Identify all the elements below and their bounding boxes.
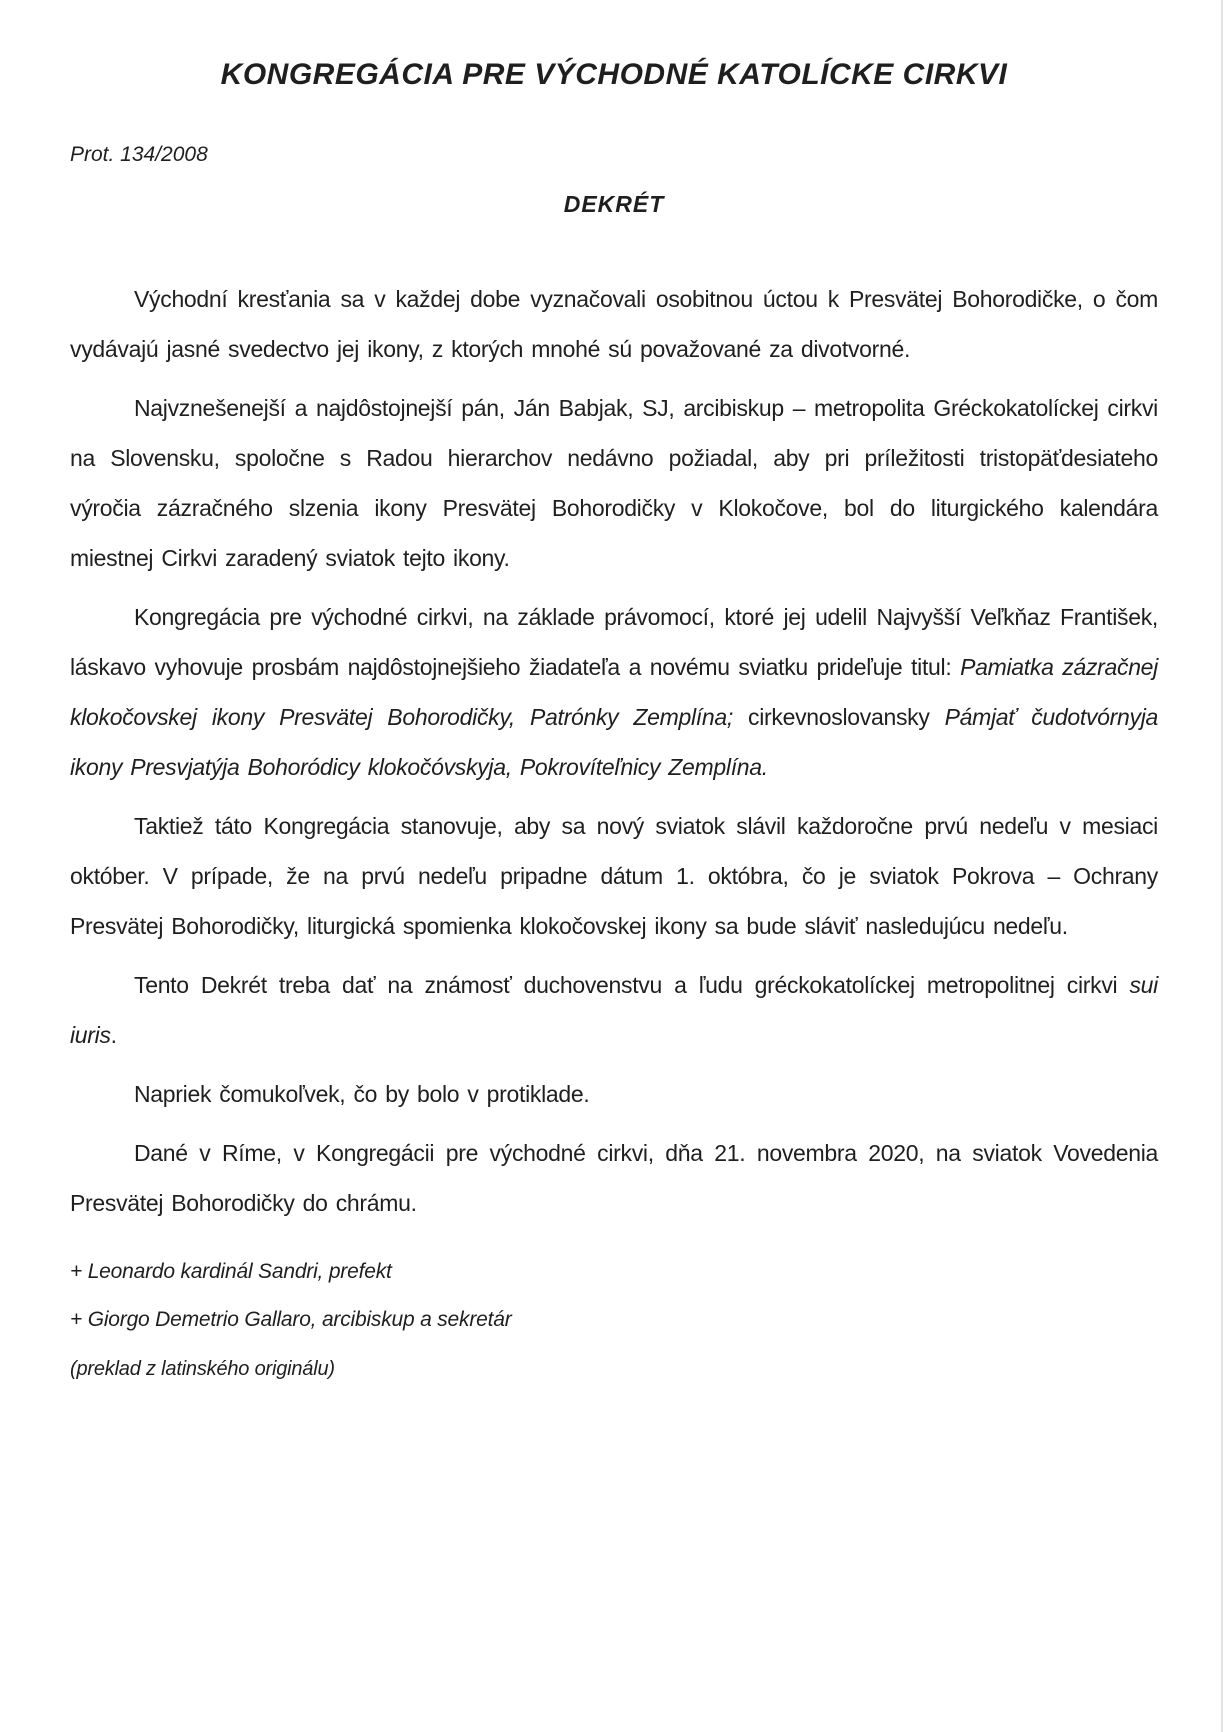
paragraph (70, 383, 1158, 583)
italic-text-run: sui iuris (70, 972, 1158, 1048)
text-run: Najvznešenejší a najdôstojnejší pán, Ján Babjak, SJ, arcibiskup – metropolita Gréckokatolíckej cirkvi na Slovensku, spoločne s Radou hierarchov nedávno požiadal, aby pri príležitosti tristopäťdesiateho výročia zázračného slzenia ikony Presvätej Bohorodičky v Klokočove, bol do liturgického kalendára miestnej Cirkvi zaradený sviatok tejto ikony. (70, 395, 1158, 571)
paragraph (70, 1128, 1158, 1228)
scan-edge-line (1221, 0, 1223, 1732)
italic-text-run: Pámjať čudotvórnyja ikony Presvjatýja Bohoródicy klokočóvskyja, Pokrovíteľnicy Zemplína. (70, 704, 1158, 780)
paragraph (70, 1069, 1158, 1119)
text-run: . (110, 1022, 117, 1048)
document-type-heading: DEKRÉT (563, 191, 665, 217)
translation-note: (preklad z latinského originálu) (70, 1358, 335, 1380)
text-run: Dané v Ríme, v Kongregácii pre východné cirkvi, dňa 21. novembra 2020, na sviatok Vovedenia Presvätej Bohorodičky do chrámu. (70, 1140, 1158, 1216)
text-run: Napriek čomukoľvek, čo by bolo v protiklade. (134, 1081, 590, 1107)
text-run: Východní kresťania sa v každej dobe vyznačovali osobitnou úctou k Presvätej Bohorodičke, o čom vydávajú jasné svedectvo jej ikony, z ktorých mnohé sú považované za divotvorné. (70, 286, 1158, 362)
protocol-number: Prot. 134/2008 (70, 143, 208, 166)
text-run: Tento Dekrét treba dať na známosť duchovenstvu a ľudu gréckokatolíckej metropolitnej cirkvi (134, 972, 1130, 998)
text-run: Kongregácia pre východné cirkvi, na základe právomocí, ktoré jej udelil Najvyšší Veľkňaz František, láskavo vyhovuje prosbám najdôstojnejšieho žiadateľa a novému sviatku prideľuje titul: (70, 604, 1158, 680)
document-body (70, 274, 1158, 1228)
text-run: Taktiež táto Kongregácia stanovuje, aby sa nový sviatok slávil každoročne prvú nedeľu v mesiaci október. V prípade, že na prvú nedeľu pripadne dátum 1. októbra, čo je sviatok Pokrova – Ochrany Presvätej Bohorodičky, liturgická spomienka klokočovskej ikony sa bude sláviť nasledujúcu nedeľu. (70, 813, 1158, 939)
signature-block (70, 1248, 1158, 1344)
signature-line: + Giorgo Demetrio Gallaro, arcibiskup a sekretár (70, 1308, 512, 1331)
paragraph (70, 960, 1158, 1060)
italic-text-run: Pamiatka zázračnej klokočovskej ikony Presvätej Bohorodičky, Patrónky Zemplína; (70, 654, 1158, 730)
text-run: cirkevnoslovansky (732, 704, 945, 730)
paragraph (70, 592, 1158, 792)
congregation-title: KONGREGÁCIA PRE VÝCHODNÉ KATOLÍCKE CIRKVI (220, 58, 1008, 91)
paragraph (70, 801, 1158, 951)
signature-line: + Leonardo kardinál Sandri, prefekt (70, 1260, 392, 1283)
paragraph (70, 274, 1158, 374)
